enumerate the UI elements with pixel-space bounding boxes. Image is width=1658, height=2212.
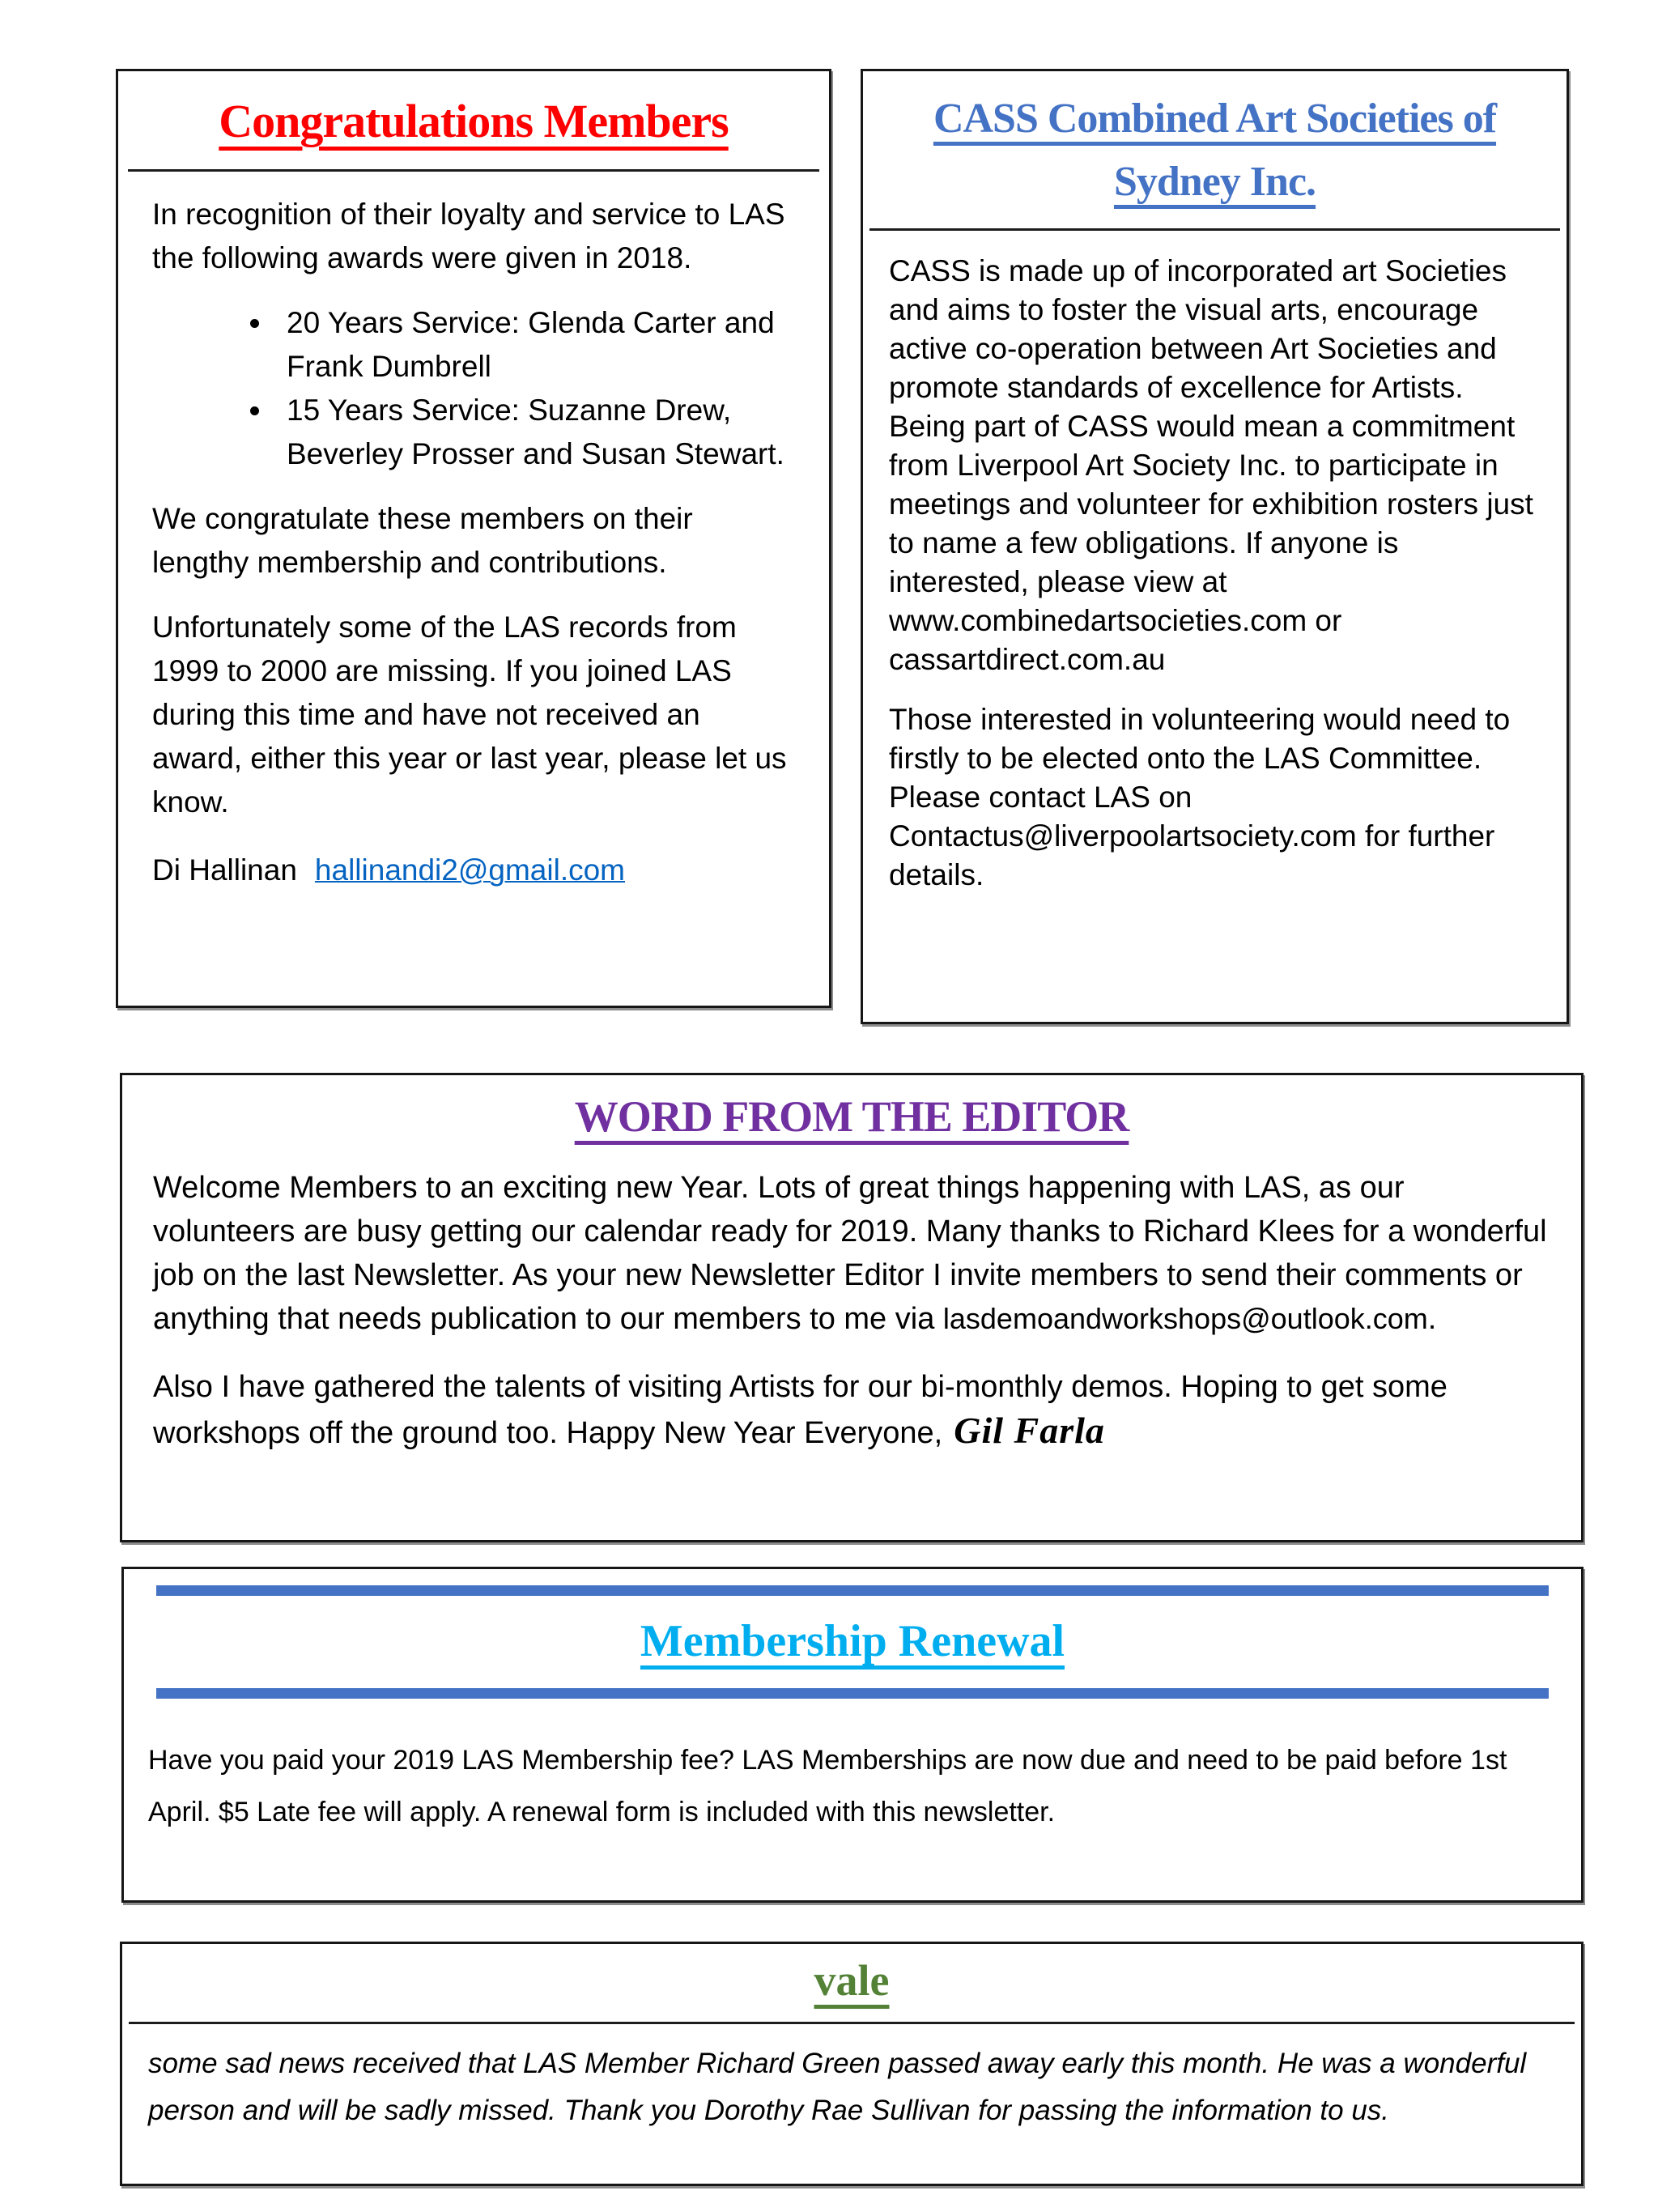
editor-paragraph-1-text: Welcome Members to an exciting new Year. Lots of great things happening with LAS, as our volunteers are busy getting our calendar ready for 2019. Many thanks to Richard Klees for a wonderful job on the last Newsletter. As your new Newsletter Editor I invite members to send their comments or anything that needs publication to our members to me via xyxy=(153,1171,1547,1336)
congrats-signoff xyxy=(152,849,795,892)
congrats-intro-paragraph: In recognition of their loyalty and service to LAS the following awards were given in 2018. xyxy=(152,198,785,274)
cass-paragraph-2: Those interested in volunteering would need to firstly to be elected onto the LAS Committee. Please contact LAS on Contactus@liverpoolartsociety.com for further details. xyxy=(889,703,1511,891)
membership-renewal-box xyxy=(121,1567,1584,1903)
word-from-the-editor-box xyxy=(120,1073,1584,1542)
blue-accent-bar-bottom xyxy=(156,1688,1549,1699)
heading-divider xyxy=(129,2022,1575,2024)
signoff-name: Di Hallinan xyxy=(152,853,297,887)
editor-body xyxy=(153,1166,1550,1455)
gmail-email-link[interactable]: hallinandi2@gmail.com xyxy=(314,853,626,887)
editor-title: WORD FROM THE EDITOR xyxy=(574,1092,1129,1141)
congratulations-title: Congratulations Members xyxy=(219,95,729,147)
cass-paragraph-1: CASS is made up of incorporated art Societies and aims to foster the visual arts, encourage active co-operation between Art Societies and promote standards of excellence for Artists. Being part of CASS would mean a commitment from Liverpool Art Society Inc. to participate in meetings and volunteer for exhibition rosters just to name a few obligations. If anyone is interested, please view at www.combinedartsocieties.com or cassartdirect.com.au xyxy=(889,254,1533,676)
congrats-paragraph-2: We congratulate these members on their lengthy membership and contributions. xyxy=(152,502,693,579)
membership-body: Have you paid your 2019 LAS Membership fee? LAS Memberships are now due and need to be paid before 1st April. $5 Late fee will apply. A renewal form is included with this newsletter. xyxy=(148,1745,1507,1827)
cass-title: CASS Combined Art Societies of Sydney Inc. xyxy=(933,96,1497,205)
editor-paragraph-2-text: Also I have gathered the talents of visiting Artists for our bi-monthly demos. Hoping to get some workshops off the ground too. Happy New Year Everyone, xyxy=(153,1370,1448,1450)
editor-signature: Gil Farla xyxy=(954,1410,1105,1451)
award-list-item-15-years: • 15 Years Service: Suzanne Drew, Beverley Prosser and Susan Stewart. xyxy=(274,389,795,476)
congrats-paragraph-3: Unfortunately some of the LAS records from 1999 to 2000 are missing. If you joined LAS during this time and have not received an award, either this year or last year, please let us know. xyxy=(152,610,787,819)
congratulations-body xyxy=(152,193,795,892)
cass-body xyxy=(889,252,1541,895)
editor-paragraph-1 xyxy=(153,1166,1550,1341)
vale-box xyxy=(120,1942,1584,2186)
membership-title: Membership Renewal xyxy=(640,1616,1065,1666)
blue-accent-bar-top xyxy=(156,1585,1549,1596)
heading-divider xyxy=(128,169,819,172)
cass-box xyxy=(861,69,1569,1024)
heading-divider xyxy=(869,228,1560,231)
vale-title: vale xyxy=(814,1956,890,2005)
editor-paragraph-2 xyxy=(153,1365,1550,1455)
congratulations-members-box xyxy=(116,69,831,1008)
awards-list xyxy=(152,301,795,476)
award-list-item-20-years: • 20 Years Service: Glenda Carter and Frank Dumbrell xyxy=(274,301,795,389)
editor-paragraph-1-period: . xyxy=(1427,1302,1437,1336)
editor-email-text: lasdemoandworkshops@outlook.com xyxy=(942,1302,1428,1335)
vale-body: some sad news received that LAS Member Richard Green passed away early this month. He was a wonderful person and will be sadly missed. Thank you Dorothy Rae Sullivan for passing the information to us. xyxy=(148,2048,1527,2126)
